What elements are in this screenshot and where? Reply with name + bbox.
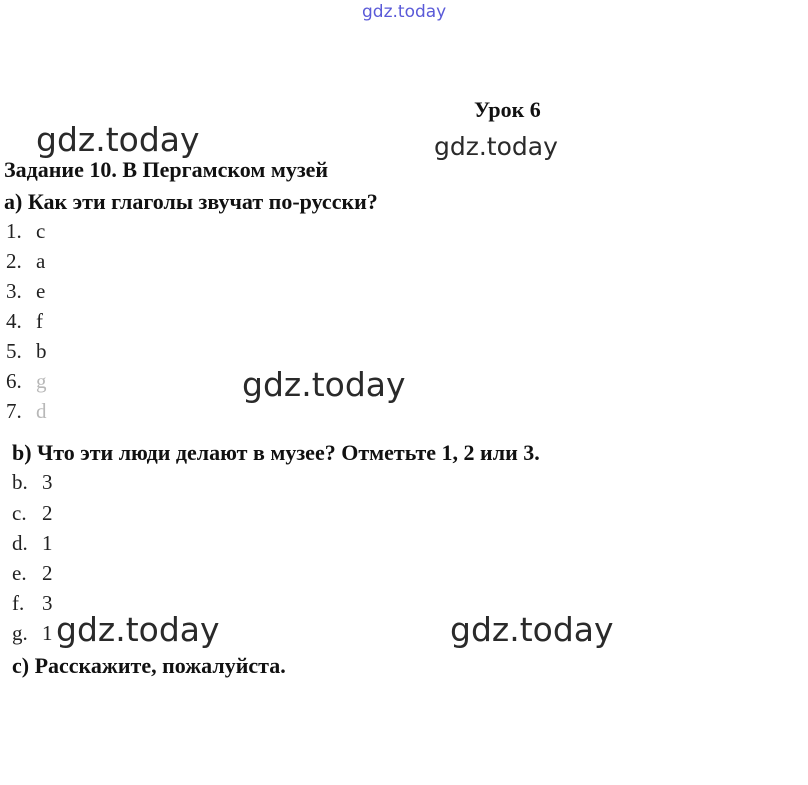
watermark-top: gdz.today — [362, 2, 447, 22]
watermark-left: gdz.today — [36, 120, 200, 159]
list-item: 7. d — [6, 399, 47, 423]
list-item: 3. e — [6, 279, 46, 303]
list-item: f. 3 — [12, 591, 53, 615]
watermark-right: gdz.today — [434, 132, 558, 161]
list-item: g. 1 — [12, 621, 53, 645]
task-title: Задание 10. В Пергамском музей — [4, 157, 329, 182]
watermark-bottom-left: gdz.today — [56, 610, 220, 649]
lesson-title: Урок 6 — [474, 97, 541, 122]
list-item: c. 2 — [12, 501, 53, 525]
list-item: 1. c — [6, 219, 46, 243]
list-item: 4. f — [6, 309, 43, 333]
list-item: b. 3 — [12, 470, 53, 494]
watermark-center: gdz.today — [242, 365, 406, 404]
section-a-title: a) Как эти глаголы звучат по-русски? — [4, 189, 378, 214]
list-item: 6. g — [6, 369, 47, 393]
watermark-bottom-right: gdz.today — [450, 610, 614, 649]
list-item: 5. b — [6, 339, 47, 363]
list-item: e. 2 — [12, 561, 53, 585]
list-item: 2. a — [6, 249, 46, 273]
list-item: d. 1 — [12, 531, 53, 555]
section-b-title: b) Что эти люди делают в музее? Отметьте 1, 2 или 3. — [12, 440, 540, 465]
section-c-title: c) Расскажите, пожалуйста. — [12, 653, 286, 678]
